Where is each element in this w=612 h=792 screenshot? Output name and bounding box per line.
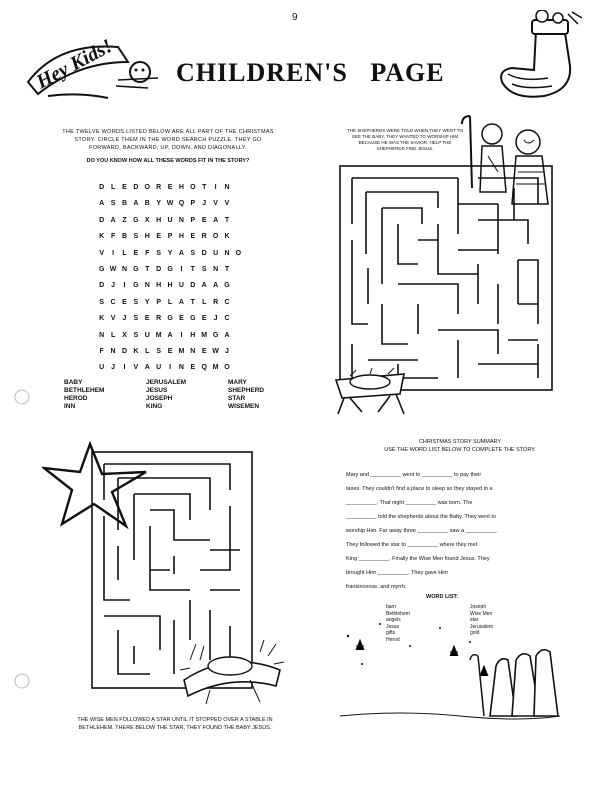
- page-number: 9: [292, 12, 298, 23]
- grid-letter[interactable]: V: [224, 200, 230, 208]
- grid-letter[interactable]: N: [190, 347, 196, 355]
- summary-word: star: [470, 617, 479, 624]
- grid-letter[interactable]: R: [201, 233, 207, 241]
- summary-line: __________ told the shepherds about the Baby. They went to: [346, 514, 496, 520]
- grid-letter[interactable]: J: [213, 315, 218, 323]
- grid-letter[interactable]: P: [156, 298, 161, 306]
- grid-letter[interactable]: Y: [167, 249, 173, 257]
- grid-letter[interactable]: A: [167, 331, 173, 339]
- summary-word: angels: [386, 617, 401, 624]
- grid-letter[interactable]: T: [224, 216, 230, 224]
- grid-letter[interactable]: S: [133, 233, 139, 241]
- word-list-title: WORD LIST:: [426, 594, 459, 600]
- grid-letter[interactable]: D: [121, 347, 127, 355]
- grid-letter[interactable]: M: [155, 331, 162, 339]
- summary-word: barn: [386, 604, 397, 610]
- grid-letter[interactable]: A: [178, 249, 184, 257]
- grid-letter[interactable]: H: [190, 331, 196, 339]
- word-list-item: HEROD: [64, 395, 88, 402]
- manger-illustration: [330, 360, 410, 415]
- grid-letter[interactable]: A: [133, 200, 139, 208]
- summary-line: Mary and __________ went to __________ to pay their: [346, 472, 482, 478]
- grid-letter[interactable]: A: [99, 200, 105, 208]
- grid-letter[interactable]: I: [180, 331, 183, 339]
- grid-letter[interactable]: V: [99, 249, 105, 257]
- grid-letter[interactable]: P: [190, 200, 196, 208]
- grid-letter[interactable]: X: [122, 331, 127, 339]
- grid-letter[interactable]: B: [144, 200, 150, 208]
- word-list-item: JOSEPH: [146, 395, 173, 402]
- grid-letter[interactable]: H: [167, 282, 173, 290]
- grid-letter[interactable]: F: [145, 249, 150, 257]
- grid-letter[interactable]: L: [202, 298, 207, 306]
- summary-word: gold: [470, 630, 480, 637]
- grid-letter[interactable]: E: [156, 233, 161, 241]
- grid-letter[interactable]: E: [133, 249, 139, 257]
- summary-line: worship Him. Far away three __________ saw a __________.: [346, 528, 498, 534]
- story-summary-heading: CHRISTMAS STORY SUMMARY USE THE WORD LIST BELOW TO COMPLETE THE STORY.: [384, 439, 536, 453]
- word-list-item: SHEPHERD: [228, 387, 265, 394]
- grid-letter[interactable]: G: [133, 216, 139, 224]
- grid-letter[interactable]: J: [122, 315, 127, 323]
- wise-men-illustration: [340, 616, 560, 720]
- grid-letter[interactable]: E: [167, 347, 173, 355]
- grid-letter[interactable]: K: [99, 233, 105, 241]
- grid-letter[interactable]: H: [178, 184, 184, 191]
- grid-letter[interactable]: I: [169, 364, 172, 372]
- grid-letter[interactable]: N: [121, 265, 127, 273]
- grid-letter[interactable]: S: [133, 298, 139, 306]
- grid-letter[interactable]: O: [212, 233, 219, 241]
- grid-letter[interactable]: L: [110, 331, 116, 339]
- grid-letter[interactable]: C: [110, 298, 116, 306]
- summary-line: brought Him __________. They gave Him: [346, 570, 449, 576]
- summary-line: __________. That night __________ was born. The: [346, 500, 473, 506]
- grid-letter[interactable]: A: [178, 298, 184, 306]
- grid-letter[interactable]: N: [213, 265, 219, 273]
- grid-letter[interactable]: W: [109, 265, 117, 273]
- grid-letter[interactable]: J: [202, 200, 207, 208]
- word-list-item: MARY: [228, 379, 247, 386]
- grid-row: [96, 233, 244, 249]
- grid-row: [96, 200, 244, 216]
- word-search-question: DO YOU KNOW HOW ALL THESE WORDS FIT IN THE STORY?: [86, 158, 250, 164]
- grid-letter[interactable]: K: [99, 315, 105, 323]
- grid-letter[interactable]: A: [213, 216, 219, 224]
- word-list-item: JERUSALEM: [146, 379, 187, 386]
- grid-letter[interactable]: Y: [144, 298, 150, 306]
- grid-row: [96, 217, 244, 233]
- grid-letter[interactable]: U: [213, 249, 219, 257]
- summary-line: frankincense, and myrrh.: [346, 584, 407, 590]
- grid-letter[interactable]: S: [156, 347, 161, 355]
- grid-letter[interactable]: N: [144, 282, 150, 290]
- grid-letter[interactable]: Z: [122, 216, 127, 224]
- summary-word: Wise Men: [470, 610, 493, 617]
- grid-letter[interactable]: P: [190, 216, 196, 224]
- maze1-caption: THE SHEPHERDS WERE TOLD WHEN THEY WENT TO SEE THE BABY, THEY WANTED TO WORSHIP HIM BECAUSE HE WAS THE SAVIOR. HELP THE SHEPHERDS FIND JESUS.: [347, 128, 463, 151]
- grid-letter[interactable]: E: [190, 364, 196, 372]
- grid-letter[interactable]: L: [110, 184, 116, 191]
- grid-row: [96, 348, 244, 364]
- grid-letter[interactable]: L: [167, 298, 173, 306]
- grid-letter[interactable]: A: [201, 282, 207, 290]
- grid-letter[interactable]: D: [99, 184, 105, 191]
- story-summary-text: [346, 468, 556, 594]
- grid-letter[interactable]: R: [213, 298, 219, 306]
- word-search-grid[interactable]: [96, 184, 244, 381]
- grid-letter[interactable]: G: [98, 265, 105, 273]
- summary-word: Joseph: [470, 604, 487, 610]
- grid-letter[interactable]: C: [224, 298, 230, 306]
- grid-letter[interactable]: I: [123, 364, 126, 372]
- grid-letter[interactable]: V: [110, 315, 116, 323]
- grid-letter[interactable]: D: [156, 265, 162, 273]
- word-list-item: STAR: [228, 395, 246, 402]
- grid-letter[interactable]: M: [201, 331, 208, 339]
- grid-letter[interactable]: O: [235, 249, 242, 257]
- grid-row: [96, 315, 244, 331]
- grid-letter[interactable]: I: [180, 265, 183, 273]
- grid-letter[interactable]: F: [99, 347, 104, 355]
- grid-row: [96, 299, 244, 315]
- grid-letter[interactable]: N: [99, 331, 105, 339]
- grid-letter[interactable]: O: [144, 184, 150, 191]
- grid-letter[interactable]: K: [133, 347, 139, 355]
- grid-letter[interactable]: D: [133, 184, 139, 191]
- grid-letter[interactable]: L: [122, 249, 127, 257]
- grid-letter[interactable]: J: [111, 364, 116, 372]
- grid-letter[interactable]: Y: [156, 200, 161, 208]
- grid-letter[interactable]: J: [225, 347, 229, 355]
- christmas-stocking-icon: [492, 10, 588, 106]
- summary-word: gifts: [386, 630, 396, 637]
- grid-letter[interactable]: A: [224, 331, 230, 339]
- grid-letter[interactable]: U: [178, 282, 184, 290]
- grid-letter[interactable]: G: [133, 282, 139, 290]
- grid-letter[interactable]: O: [190, 184, 196, 191]
- grid-letter[interactable]: U: [144, 331, 150, 339]
- grid-letter[interactable]: A: [144, 364, 150, 372]
- summary-word: Bethlehem: [386, 610, 410, 617]
- grid-row: [96, 282, 244, 298]
- grid-letter[interactable]: G: [167, 315, 173, 323]
- grid-letter[interactable]: O: [224, 364, 230, 372]
- grid-letter[interactable]: A: [213, 282, 219, 290]
- grid-letter[interactable]: I: [123, 282, 126, 290]
- grid-letter[interactable]: N: [110, 347, 116, 355]
- grid-letter[interactable]: D: [201, 249, 207, 257]
- grid-letter[interactable]: J: [111, 282, 116, 290]
- grid-letter[interactable]: D: [99, 216, 105, 224]
- maze-shepherds-to-manger[interactable]: [338, 164, 554, 392]
- summary-line: taxes. They couldn't find a place to sleep so they stayed in a: [346, 486, 493, 492]
- grid-letter[interactable]: S: [133, 315, 139, 323]
- hey-kids-logo: [18, 22, 168, 107]
- grid-letter[interactable]: N: [224, 249, 230, 257]
- grid-letter[interactable]: B: [121, 200, 127, 208]
- word-list-item: WISEMEN: [228, 403, 260, 410]
- grid-letter[interactable]: E: [201, 347, 207, 355]
- grid-row: [96, 250, 244, 266]
- grid-letter[interactable]: G: [212, 331, 219, 339]
- grid-letter[interactable]: I: [214, 184, 217, 191]
- grid-letter[interactable]: W: [166, 200, 174, 208]
- grid-letter[interactable]: U: [156, 364, 162, 372]
- grid-letter[interactable]: E: [190, 233, 196, 241]
- maze2-caption: THE WISE MEN FOLLOWED A STAR UNTIL IT STOPPED OVER A STABLE IN BETHLEHEM. THERE BELOW THE STAR, THEY FOUND THE BABY JESUS.: [77, 717, 273, 731]
- grid-letter[interactable]: P: [167, 233, 173, 241]
- summary-word: Jerusalem: [470, 623, 494, 630]
- grid-letter[interactable]: H: [156, 282, 162, 290]
- grid-row: [96, 266, 244, 282]
- grid-letter[interactable]: G: [224, 282, 230, 290]
- word-list-item: BETHLEHEM: [64, 387, 105, 394]
- grid-letter[interactable]: N: [224, 184, 230, 191]
- grid-letter[interactable]: E: [144, 315, 150, 323]
- grid-letter[interactable]: G: [167, 265, 173, 273]
- grid-letter[interactable]: E: [201, 216, 207, 224]
- grid-letter[interactable]: A: [110, 216, 116, 224]
- grid-letter[interactable]: L: [145, 347, 150, 355]
- grid-letter[interactable]: S: [110, 200, 116, 208]
- grid-letter[interactable]: E: [179, 315, 184, 323]
- grid-letter[interactable]: V: [213, 200, 218, 208]
- grid-letter[interactable]: R: [156, 315, 162, 323]
- summary-word: Jesus: [386, 623, 400, 630]
- grid-letter[interactable]: Q: [178, 200, 185, 208]
- logo-text: Hey Kids!: [32, 34, 117, 94]
- word-list-item: BABY: [64, 379, 83, 386]
- word-list-item: INN: [64, 403, 76, 410]
- word-search-instructions: THE TWELVE WORDS LISTED BELOW ARE ALL PART OF THE CHRISTMAS STORY. CIRCLE THEM IN THE WORD SEARCH PUZZLE. THEY GO FORWARD, BACKWARD, UP, DOWN, AND DIAGONALLY.: [62, 129, 274, 151]
- grid-letter[interactable]: C: [224, 315, 230, 323]
- word-list-item: JESUS: [146, 387, 168, 394]
- grid-letter[interactable]: S: [133, 331, 139, 339]
- word-list-item: KING: [146, 403, 163, 410]
- grid-letter[interactable]: W: [212, 347, 219, 355]
- grid-letter[interactable]: M: [178, 347, 185, 355]
- grid-letter[interactable]: Q: [201, 364, 207, 372]
- grid-letter[interactable]: X: [144, 216, 150, 224]
- page-title: CHILDREN'S PAGE: [176, 58, 445, 87]
- grid-letter[interactable]: T: [224, 265, 230, 273]
- grid-letter[interactable]: T: [202, 184, 207, 191]
- grid-letter[interactable]: T: [190, 265, 195, 273]
- grid-letter[interactable]: H: [178, 233, 184, 241]
- grid-letter[interactable]: F: [110, 233, 116, 241]
- grid-letter[interactable]: U: [99, 364, 105, 372]
- manger-hay-illustration: [180, 640, 284, 706]
- grid-letter[interactable]: E: [167, 184, 173, 191]
- grid-letter[interactable]: B: [121, 233, 127, 241]
- summary-line: They followed the star to __________ where they met: [346, 542, 478, 548]
- grid-letter[interactable]: D: [190, 282, 196, 290]
- grid-letter[interactable]: I: [112, 249, 115, 257]
- grid-row: [96, 184, 244, 200]
- grid-letter[interactable]: K: [224, 233, 230, 241]
- grid-letter[interactable]: R: [156, 184, 162, 191]
- grid-letter[interactable]: N: [178, 364, 184, 372]
- grid-letter[interactable]: E: [201, 315, 207, 323]
- grid-letter[interactable]: V: [133, 364, 139, 372]
- grid-letter[interactable]: N: [178, 216, 184, 224]
- grid-letter[interactable]: G: [190, 315, 196, 323]
- grid-letter[interactable]: S: [99, 298, 105, 306]
- grid-letter[interactable]: E: [122, 298, 127, 306]
- grid-letter[interactable]: T: [145, 265, 150, 273]
- grid-letter[interactable]: H: [144, 233, 150, 241]
- grid-letter[interactable]: M: [212, 364, 219, 372]
- grid-letter[interactable]: U: [167, 216, 173, 224]
- grid-letter[interactable]: S: [190, 249, 196, 257]
- grid-letter[interactable]: T: [190, 298, 195, 306]
- grid-letter[interactable]: D: [99, 282, 105, 290]
- summary-line: King __________. Finally the Wise Men found Jesus. They: [346, 556, 490, 562]
- grid-letter[interactable]: S: [201, 265, 207, 273]
- grid-letter[interactable]: G: [133, 265, 139, 273]
- summary-word: Herod: [386, 636, 400, 643]
- grid-letter[interactable]: S: [156, 249, 161, 257]
- grid-letter[interactable]: E: [122, 184, 127, 191]
- grid-letter[interactable]: H: [156, 216, 162, 224]
- grid-row: [96, 332, 244, 348]
